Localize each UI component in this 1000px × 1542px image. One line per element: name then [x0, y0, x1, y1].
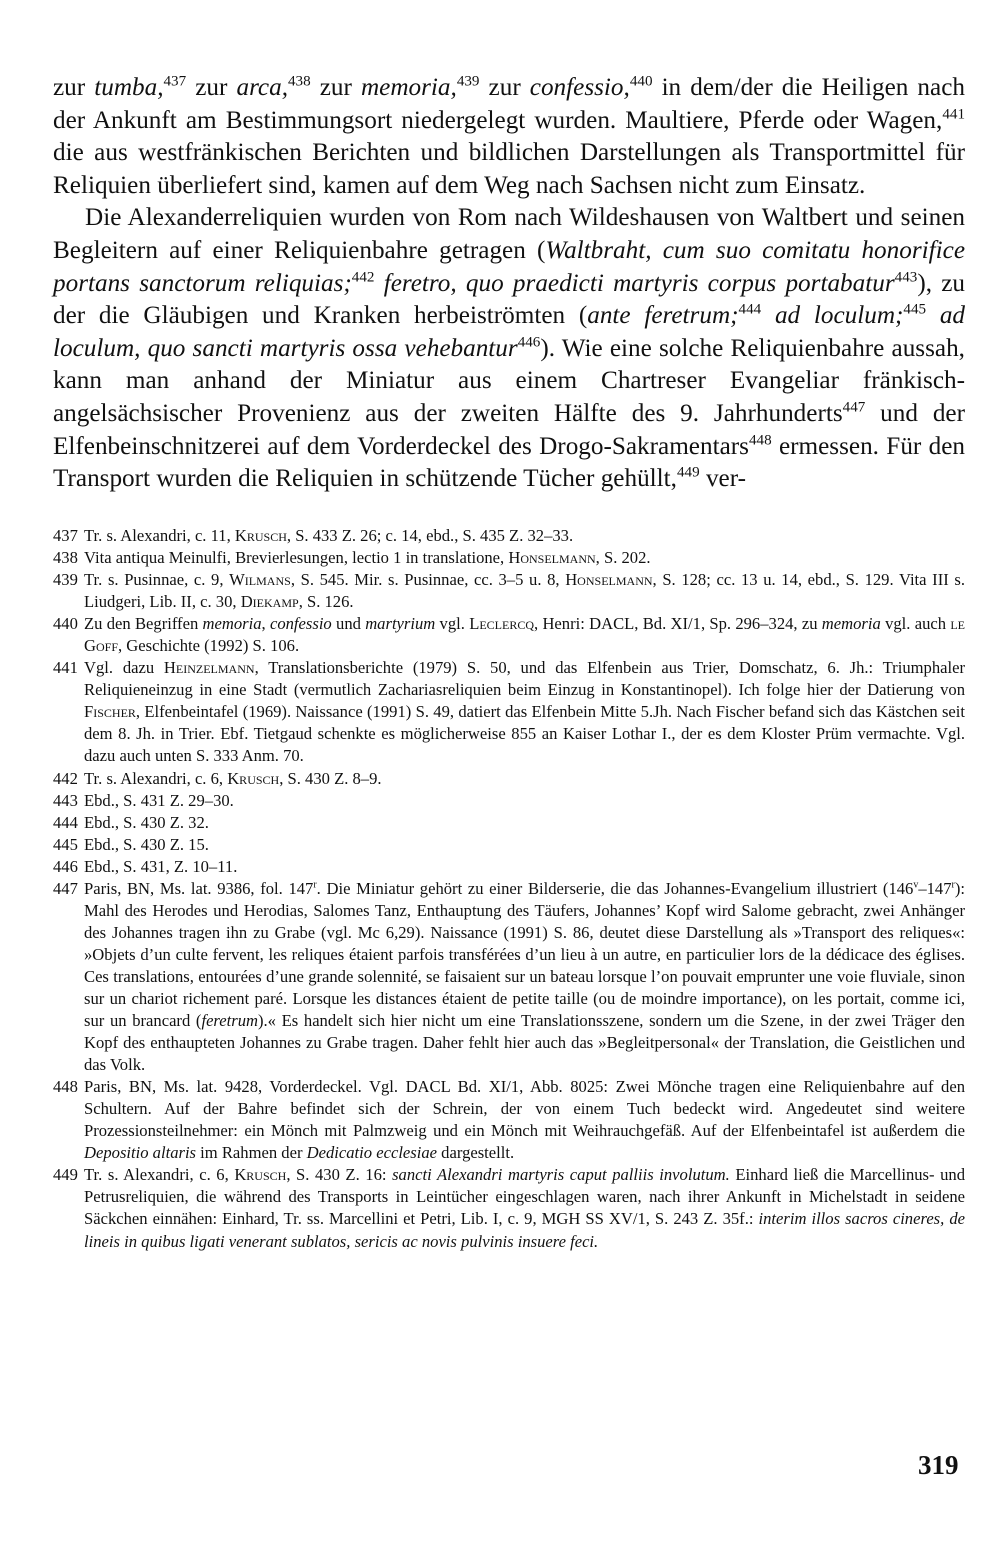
footnote — [53, 1076, 965, 1164]
footnote-text: Vita antiqua Meinulfi, Brevierlesungen, lectio 1 in translatione, Honselmann, S. 202. — [84, 548, 651, 568]
footnote-text: Ebd., S. 431 Z. 29–30. — [84, 790, 234, 810]
footnote-text: Tr. s. Alexandri, c. 6, Krusch, S. 430 Z. 8–9. — [84, 768, 382, 788]
page-number: 319 — [918, 1450, 959, 1480]
footnote-number: 441 — [53, 658, 78, 678]
footnote-number: 445 — [53, 834, 78, 854]
footnote — [53, 812, 965, 834]
footnote — [53, 547, 965, 569]
footnote-list — [53, 525, 965, 1253]
footnote-number: 439 — [53, 570, 78, 590]
paragraph-2-text: Die Alexanderreliquien wurden von Rom nach Wildeshausen von Waltbert und seinen Begleitern auf einer Reliquienbahre getragen (Waltbraht, cum suo comitatu honorifice portans sanctorum reliquias;$^{442}$ feretro, quo praedicti martyris corpus portabatur$^{443}$), zu der die Gläubigen und Kranken herbeiströmten (ante feretrum;$^{444}$ ad loculum;$^{445}$ ad loculum, quo sancti martyris ossa vehebantur$^{446}$). Wie eine solche Reliquienbahre aussah, kann man anhand der Miniatur aus einem Chartreser Evangeliar fränkisch-angelsächsischer Provenienz aus der zweiten Hälfte des 9. Jahrhunderts$^{447}$ und der Elfenbeinschnitzerei auf dem Vorderdeckel des Drogo-Sakramentars$^{448}$ ermessen. Für den Transport wurden die Reliquien in schützende Tücher gehüllt,$^{449}$ ver- — [53, 204, 965, 493]
footnote — [53, 834, 965, 856]
footnote-text: Ebd., S. 430 Z. 32. — [84, 812, 209, 832]
footnote — [53, 613, 965, 657]
footnote-number: 443 — [53, 790, 78, 810]
footnote — [53, 1164, 965, 1252]
footnote-text: Ebd., S. 430 Z. 15. — [84, 834, 209, 854]
footnote — [53, 856, 965, 878]
footnote-text: Zu den Begriffen memoria, confessio und martyrium vgl. Leclercq, Henri: DACL, Bd. XI/1, Sp. 296–324, zu memoria vgl. auch le Goff, Geschichte (1992) S. 106. — [84, 614, 966, 656]
footnote-text: Tr. s. Pusinnae, c. 9, Wilmans, S. 545. Mir. s. Pusinnae, cc. 3–5 u. 8, Honselmann, S. 128; cc. 13 u. 14, ebd., S. 129. Vita III s. Liudgeri, Lib. II, c. 30, Diekamp, S. 126. — [84, 570, 965, 612]
footnote-number: 446 — [53, 856, 78, 876]
footnote-text: Ebd., S. 431, Z. 10–11. — [84, 856, 238, 876]
footnote-text: Vgl. dazu Heinzelmann, Translationsberichte (1979) S. 50, und das Elfenbein aus Trier, Domschatz, 6. Jh.: Triumphaler Reliquieneinzug in eine Stadt (vermutlich Zachariasreliquien beim Einzug in Konstantinopel). Ich folge hier der Datierung von Fischer, Elfenbeintafel (1969). Naissance (1991) S. 49, datiert das Elfenbein Mitte 5.Jh. Nach Fischer befand sich das Kästchen seit dem 8. Jh. in Trier. Ebf. Tietgaud schenkte es möglicherweise 855 an Kaiser Lothar I., der es dem Kloster Prüm vermachte. Vgl. dazu auch unten S. 333 Anm. 70. — [84, 658, 965, 766]
footnote-number: 440 — [53, 614, 78, 634]
footnote-number: 448 — [53, 1077, 78, 1097]
footnote-number: 442 — [53, 768, 78, 788]
footnote — [53, 768, 965, 790]
footnote-number: 444 — [53, 812, 78, 832]
footnote — [53, 790, 965, 812]
footnote — [53, 569, 965, 613]
footnote-text: Tr. s. Alexandri, c. 11, Krusch, S. 433 Z. 26; c. 14, ebd., S. 435 Z. 32–33. — [84, 526, 574, 545]
footnote-number: 447 — [53, 878, 78, 898]
paragraph-1: zur tumba,$^{437}$ zur arca,$^{438}$ zur memoria,$^{439}$ zur confessio,$^{440}$ in dem/der die Heiligen nach der Ankunft am Bestimmungsort niedergelegt wurden. Maultiere, Pferde oder Wagen,$^{441}$ die aus westfränkischen Berichten und bildlichen Darstellungen als Transportmittel für Reliquien überliefert sind, kamen auf dem Weg nach Sachsen nicht zum Einsatz. — [53, 73, 965, 199]
footnote-number: 437 — [53, 526, 78, 545]
footnote-text: Paris, BN, Ms. lat. 9428, Vorderdeckel. Vgl. DACL Bd. XI/1, Abb. 8025: Zwei Mönche tragen eine Reliquienbahre auf den Schultern. Auf der Bahre befindet sich der Schrein, der von einem Tuch bedeckt wird. Angedeutet sind weitere Prozessionsteilnehmer: ein Mönch mit Palmzweig und ein Mönch mit Weihrauchgefäß. Auf der Elfenbeintafel ist außerdem die Depositio altaris im Rahmen der Dedicatio ecclesiae dargestellt. — [84, 1077, 965, 1163]
footnote-number: 438 — [53, 548, 78, 568]
footnote — [53, 878, 965, 1076]
footnote-number: 449 — [53, 1165, 78, 1185]
main-text — [53, 72, 965, 496]
footnote — [53, 657, 965, 767]
footnote-text: Paris, BN, Ms. lat. 9386, fol. 147$^r$. Die Miniatur gehört zu einer Bilderserie, die das Johannes-Evangelium illustriert (146$^v$–147$^r$): Mahl des Herodes und Herodias, Salomes Tanz, Enthauptung des Täufers, Johannes’ Kopf wird Salome gebracht, zwei Anhänger des Johannes tragen ihn zu Grabe (vgl. Mc 6,29). Naissance (1991) S. 86, deutet diese Darstellung als »Transport des reliques«: »Objets d’un culte fervent, les reliques étaient parfois transférées d’un lieu à un autre, en particulier lors de la dédicace des églises. Ces translations, entourées d’une grande solennité, se faisaient sur un bateau lorsque l’on pouvait emprunter une voie fluviale, sinon sur un chariot richement paré. Lorsque les distances étaient de petite taille (ou de moindre importance), on les portait, comme ici, sur un brancard (feretrum).« Es handelt sich hier nicht um eine Translationsszene, sondern um die Szene, in der zwei Träger den Kopf des enthaupteten Johannes zu Grabe tragen. Daher fehlt hier auch das »Begleitpersonal« der Translation, die Geistlichen und das Volk. — [84, 878, 965, 1075]
paragraph-2 — [53, 202, 965, 495]
footnote-text: Tr. s. Alexandri, c. 6, Krusch, S. 430 Z. 16: sancti Alexandri martyris caput palliis involutum. Einhard ließ die Marcellinus- und Petrusreliquien, die während des Transports in Leintücher eingeschlagen waren, nach ihrer Ankunft in Michelstadt in seidene Säckchen einnähen: Einhard, Tr. ss. Marcellini et Petri, Lib. I, c. 9, MGH SS XV/1, S. 243 Z. 35f.: interim illos sacros cineres, de lineis in quibus ligati venerant sublatos, sericis ac novis pulvinis insuere feci. — [84, 1165, 965, 1251]
footnote — [53, 525, 965, 547]
